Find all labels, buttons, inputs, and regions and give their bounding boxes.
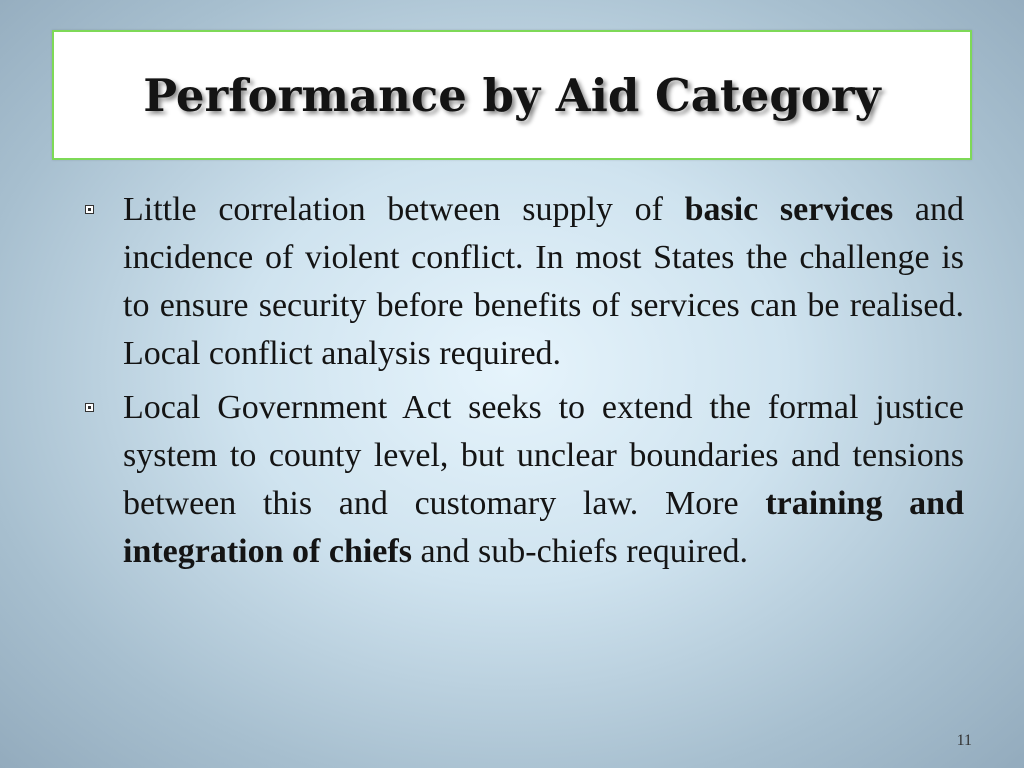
bullet-text-bold: basic services [684, 191, 894, 228]
bullet-item [76, 384, 964, 576]
slide-title: Performance by Aid Category [143, 68, 881, 122]
bullet-text: Little correlation between supply of [123, 191, 685, 228]
bullet-text: Local Government Act seeks to extend the formal justice system to county level, but unclear boundaries and tensions between this and customary law. More [123, 389, 964, 522]
bullet-list [76, 186, 964, 582]
title-box [52, 30, 972, 160]
square-bullet-icon [85, 205, 94, 214]
bullet-text-bold: training and integration of chiefs [123, 485, 964, 570]
slide-number: 11 [956, 732, 972, 749]
bullet-text: and sub-chiefs required. [411, 533, 749, 570]
bullet-text: and incidence of violent conflict. In most States the challenge is to ensure security before benefits of services can be realised. Local conflict analysis required. [123, 191, 964, 372]
square-bullet-icon [85, 403, 94, 412]
bullet-item [76, 186, 964, 378]
